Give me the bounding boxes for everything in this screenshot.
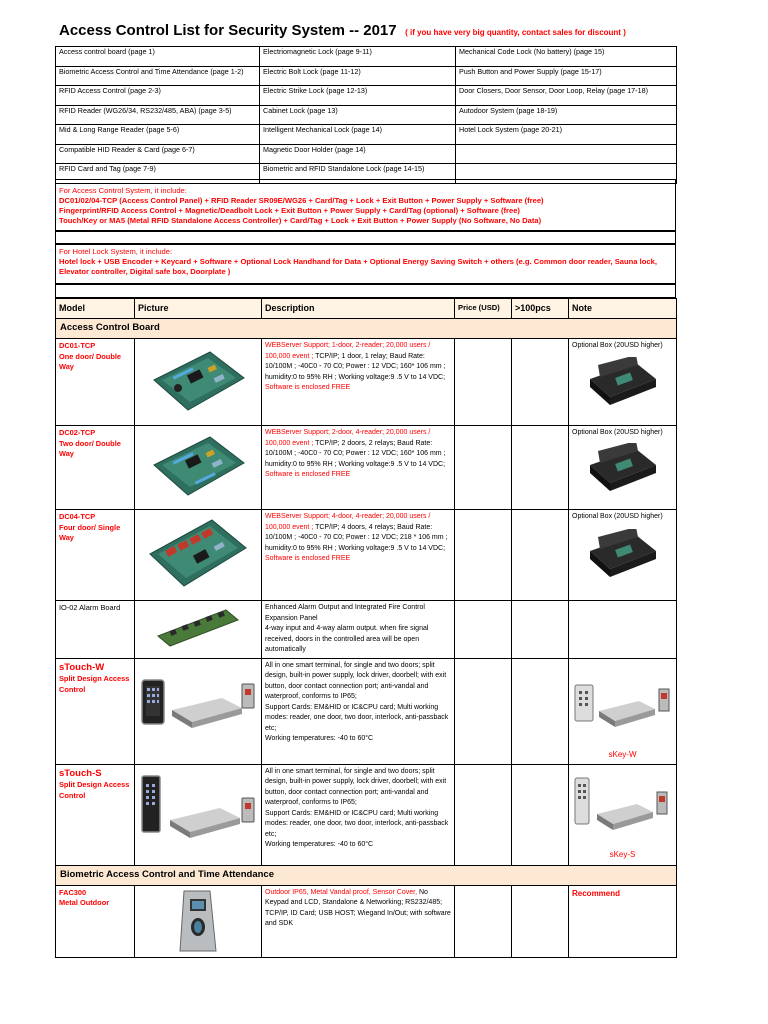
- model-subtitle: Split Design Access Control: [59, 674, 130, 694]
- index-cell: Door Closers, Door Sensor, Door Loop, Relay (page 17-18): [456, 86, 677, 106]
- picture-cell: [135, 426, 262, 510]
- note-cell: [569, 339, 677, 426]
- enclosure-box-icon: [572, 439, 673, 499]
- spacer-row: [55, 284, 676, 298]
- header-description: Description: [262, 299, 455, 319]
- hotel-system-note: [55, 244, 676, 284]
- description-highlight: WEBServer Support; 2-door, 4-reader; 20,000 users / 100,000 event ;: [265, 429, 431, 447]
- description-text: TCP/IP; 2 doors, 2 relays; Baud Rate: 10/100M ; -40C0 - 70 C0; Power : 12 VDC; 160* 106 mm ; humidity:0 to 95% RH ; Working voltage:9 .5 V to 14 VDC;: [265, 439, 446, 468]
- description-text: TCP/IP; 4 doors, 4 relays; Baud Rate: 10/100M ; -40C0 - 70 C0; Power : 12 VDC; 218 * 106 mm ; humidity:0 to 95% RH ; Working voltage:9 .5 V to 14 VDC;: [265, 523, 448, 552]
- keypad-terminal-icon: [138, 767, 258, 861]
- index-cell: Mid & Long Range Reader (page 5-6): [56, 125, 260, 145]
- model-cell: [56, 510, 135, 601]
- model-subtitle: Two door/ Double Way: [59, 438, 121, 459]
- picture-cell: [135, 658, 262, 764]
- picture-cell: [135, 510, 262, 601]
- title-main: Access Control List for Security System -- 2017: [59, 22, 397, 39]
- price-cell: [455, 426, 512, 510]
- model-code: sTouch-W: [59, 661, 105, 673]
- description-cell: [262, 885, 455, 957]
- model-code: DC04-TCP: [59, 512, 96, 521]
- index-row: [56, 105, 677, 125]
- hotel-note-line: Hotel lock + USB Encoder + Keycard + Software + Optional Lock Handhand for Data + Optional Energy Saving Switch + others (e.g. Common door reader, Sauna lock, Elevator controller, Digital safe box, Doorplate ): [59, 256, 657, 276]
- title-discount-note: ( if you have very big quantity, contact sales for discount ): [405, 28, 626, 37]
- qty-price-cell: [512, 426, 569, 510]
- picture-cell: [135, 339, 262, 426]
- hotel-note-heading: For Hotel Lock System, it include:: [59, 247, 173, 256]
- index-cell: Biometric and RFID Standalone Lock (page 14-15): [260, 164, 456, 184]
- index-cell: [456, 144, 677, 164]
- model-subtitle: Split Design Access Control: [59, 780, 130, 800]
- description-text: No Keypad and LCD, Standalone & Networking; RS232/485; TCP/IP, ID Card; USB HOST; Wiegand In/Out; with software and SDK: [265, 888, 451, 927]
- model-code: sTouch-S: [59, 767, 102, 779]
- table-row: [56, 426, 677, 510]
- spacer-row: [55, 231, 676, 244]
- pcb-board-icon: [138, 512, 258, 596]
- note-text: Optional Box (20USD higher): [572, 342, 663, 349]
- table-header-row: [56, 299, 677, 319]
- index-cell: Biometric Access Control and Time Attendance (page 1-2): [56, 66, 260, 86]
- index-cell: Access control board (page 1): [56, 47, 260, 67]
- description-highlight: WEBServer Support; 4-door, 4-reader; 20,000 users / 100,000 event ;: [265, 513, 431, 531]
- description-cell: [262, 510, 455, 601]
- description-cell: All in one smart terminal, for single and two doors; split design, built-in power supply, lock driver, doorbell; with exit button, door contact connection port; anti-vandal and waterproof, conforms to IP65; Support Cards: EM&HID or IC&CPU card; Multi working modes: reader, one door, two door, interlock, anti-passback etc; Working temperatures: -40 to 60°C: [262, 658, 455, 764]
- note-text: Optional Box (20USD higher): [572, 513, 663, 520]
- table-row: [56, 764, 677, 865]
- recommend-note: Recommend: [572, 888, 621, 898]
- model-cell: [56, 885, 135, 957]
- access-note-line: Fingerprint/RFID Access Control + Magnetic/Deadbolt Lock + Exit Button + Power Supply + Card/Tag (optional) + Software (free): [59, 205, 520, 215]
- access-note-heading: For Access Control System, it include:: [59, 186, 187, 195]
- header-picture: Picture: [135, 299, 262, 319]
- software-free-note: Software is enclosed FREE: [265, 471, 351, 478]
- price-cell: [455, 885, 512, 957]
- enclosure-box-icon: [572, 523, 673, 587]
- document-title: [59, 22, 626, 40]
- keypad-terminal-icon: [572, 669, 673, 745]
- software-free-note: Software is enclosed FREE: [265, 384, 351, 391]
- picture-cell: [135, 601, 262, 659]
- index-cell: Compatible HID Reader & Card (page 6-7): [56, 144, 260, 164]
- access-note-line: DC01/02/04-TCP (Access Control Panel) + RFID Reader SR09E/WG26 + Card/Tag + Lock + Exit Button + Power Supply + Software (free): [59, 195, 544, 205]
- pcb-board-icon: [138, 603, 258, 653]
- index-row: [56, 47, 677, 67]
- price-cell: [455, 601, 512, 659]
- keypad-terminal-icon: [138, 661, 258, 759]
- header-note: Note: [569, 299, 677, 319]
- accessory-caption: sKey-W: [608, 749, 637, 759]
- fingerprint-reader-icon: [138, 888, 258, 954]
- model-cell: [56, 764, 135, 865]
- accessory-caption: sKey-S: [609, 849, 636, 859]
- note-cell: [569, 426, 677, 510]
- qty-price-cell: [512, 764, 569, 865]
- model-code: DC02-TCP: [59, 428, 96, 437]
- model-cell: [56, 658, 135, 764]
- qty-price-cell: [512, 601, 569, 659]
- index-row: [56, 144, 677, 164]
- qty-price-cell: [512, 339, 569, 426]
- index-cell: Electric Bolt Lock (page 11-12): [260, 66, 456, 86]
- description-cell: Enhanced Alarm Output and Integrated Fire Control Expansion Panel 4-way input and 4-way alarm output. when fire signal received, doors in the controlled area will be open automatically: [262, 601, 455, 659]
- picture-cell: [135, 885, 262, 957]
- index-cell: Intelligent Mechanical Lock (page 14): [260, 125, 456, 145]
- keypad-terminal-icon: [572, 769, 673, 845]
- description-highlight: Outdoor IP65, Metal Vandal proof, Sensor Cover,: [265, 888, 418, 896]
- index-cell: Push Button and Power Supply (page 15-17): [456, 66, 677, 86]
- model-subtitle: One door/ Double Way: [59, 351, 121, 372]
- index-row: [56, 125, 677, 145]
- access-system-note: [55, 183, 676, 231]
- index-cell: Electriomagnetic Lock (page 9-11): [260, 47, 456, 67]
- model-code: FAC300: [59, 887, 87, 897]
- price-cell: [455, 658, 512, 764]
- qty-price-cell: [512, 510, 569, 601]
- qty-price-cell: [512, 658, 569, 764]
- table-row: [56, 510, 677, 601]
- index-cell: Cabinet Lock (page 13): [260, 105, 456, 125]
- note-cell: [569, 658, 677, 764]
- header-model: Model: [56, 299, 135, 319]
- table-row: [56, 658, 677, 764]
- enclosure-box-icon: [572, 352, 673, 414]
- index-cell: RFID Reader (WG26/34, RS232/485, ABA) (page 3-5): [56, 105, 260, 125]
- section-row-access-board: [56, 319, 677, 339]
- model-cell: [56, 426, 135, 510]
- section-title: Biometric Access Control and Time Attendance: [56, 865, 677, 885]
- table-row: [56, 339, 677, 426]
- model-code: IO-02 Alarm Board: [59, 603, 121, 612]
- description-cell: All in one smart terminal, for single and two doors; split design, built-in power supply, lock driver, doorbell; with exit button, door contact connection port; anti-vandal and waterproof, conforms to IP65; Support Cards: EM&HID or IC&CPU card; Multi working modes: reader, one door, two door, interlock, anti-passback etc; Working temperatures: -40 to 60°C: [262, 764, 455, 865]
- index-row: [56, 66, 677, 86]
- price-cell: [455, 510, 512, 601]
- index-cell: RFID Card and Tag (page 7-9): [56, 164, 260, 184]
- index-cell: Autodoor System (page 18-19): [456, 105, 677, 125]
- note-cell: [569, 764, 677, 865]
- index-cell: Magnetic Door Holder (page 14): [260, 144, 456, 164]
- index-cell: Mechanical Code Lock (No battery) (page 15): [456, 47, 677, 67]
- header-qty: >100pcs: [512, 299, 569, 319]
- description-cell: [262, 426, 455, 510]
- model-cell: [56, 601, 135, 659]
- price-cell: [455, 764, 512, 865]
- note-cell: [569, 885, 677, 957]
- index-cell: Hotel Lock System (page 20-21): [456, 125, 677, 145]
- index-cell: Electric Strike Lock (page 12-13): [260, 86, 456, 106]
- software-free-note: Software is enclosed FREE: [265, 555, 351, 562]
- note-cell: [569, 601, 677, 659]
- price-cell: [455, 339, 512, 426]
- index-cell: RFID Access Control (page 2-3): [56, 86, 260, 106]
- model-subtitle: Four door/ Single Way: [59, 522, 121, 543]
- access-note-line: Touch/Key or MA5 (Metal RFID Standalone Access Controller) + Card/Tag + Lock + Exit Button + Power Supply (No Software, No Data): [59, 215, 542, 225]
- header-price: Price (USD): [455, 299, 512, 319]
- description-cell: [262, 339, 455, 426]
- model-cell: [56, 339, 135, 426]
- model-subtitle: Metal Outdoor: [59, 898, 110, 908]
- description-highlight: WEBServer Support; 1-door, 2-reader; 20,000 users / 100,000 event ;: [265, 342, 431, 360]
- section-title: Access Control Board: [56, 319, 677, 339]
- pcb-board-icon: [138, 341, 258, 421]
- table-row: [56, 601, 677, 659]
- product-table: [55, 298, 677, 958]
- table-row: [56, 885, 677, 957]
- model-code: DC01-TCP: [59, 341, 96, 350]
- note-cell: [569, 510, 677, 601]
- category-index-table: [55, 46, 677, 184]
- index-row: [56, 86, 677, 106]
- section-row-biometric: [56, 865, 677, 885]
- qty-price-cell: [512, 885, 569, 957]
- note-text: Optional Box (20USD higher): [572, 429, 663, 436]
- picture-cell: [135, 764, 262, 865]
- description-text: TCP/IP; 1 door, 1 relay; Baud Rate: 10/100M ; -40C0 - 70 C0; Power : 12 VDC; 160* 106 mm ; humidity:0 to 95% RH ; Working voltage:9 .5 V to 14 VDC;: [265, 352, 446, 381]
- pcb-board-icon: [138, 428, 258, 506]
